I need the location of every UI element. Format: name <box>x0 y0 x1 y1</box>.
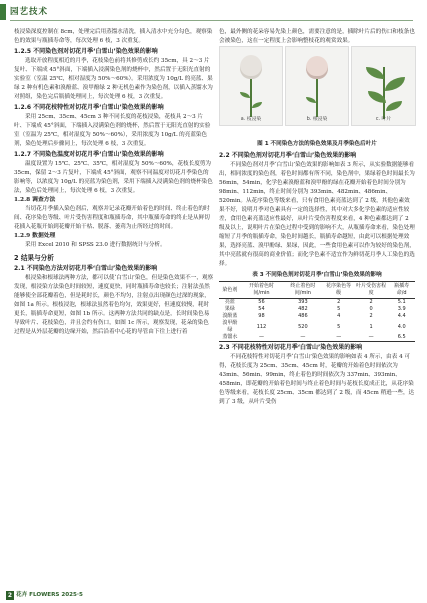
table-cell: — <box>324 334 354 342</box>
table-cell: — <box>354 334 389 342</box>
paragraph: 枝浸染深度控制在 8cm，处理完后用蒸馏水清洗，插入清水中充分勾色，观察染色的效果与瓶插寿命等，每次处理 6 枝，3 次重复。 <box>14 29 213 44</box>
header-accent-bar <box>0 4 6 20</box>
table-cell: 4 <box>337 313 341 319</box>
table-cell: 2 <box>369 299 373 305</box>
table-header: 开始着色时间/min <box>241 282 282 299</box>
data-table <box>219 281 415 342</box>
subsection-heading: 1.2.6 不同花枝特性对切花月季‘白雪山’染色效果的影响 <box>14 104 164 111</box>
table-cell: 2 <box>369 313 373 319</box>
table-cell: 520 <box>298 323 308 330</box>
photo-caption: a. 枝浸染 <box>240 117 262 122</box>
table-cell: 亮蓝 <box>224 299 235 305</box>
table-cell: 56 <box>258 299 265 305</box>
paragraph: 温度设置为 15℃、25℃、35℃，相对湿度为 50%～60%，花枝长度剪为 35cm，保留 2～3 片复叶，下端成 45°斜面，观察不同温度对切花月季染色的影响等，以浓度为 10g/L 的亮蓝为染色剂，采用下端插入浸满染色剂的烧杯染色法，染色后处理同上，每次处理 6 枝，3 次重复。 <box>14 161 213 194</box>
paragraph: 根浸染和根球法两种方法，都可以使‘白雪山’染色，但是染色效果不一，观察发现，根浸染方法染色时间较短，速度更快，同时瓶插寿命也较长；注射法虽然能够使全部花瓣着色，但是耗时长，颜色不均匀，注射点出现颜色过深的现象，如图 1a 所示。根枝浸泡，根球法虽然着色均匀，效果更好，但速度较慢，耗时更长，瓶插寿命更短，如图 1b 所示。这两种方法共同的缺点是，长时间染色易导致叶片、花枝染色，并且会约有伤口，如图 1c 所示，观察发现，花朵的染色过程是从外层花瓣的边缘开始，然后沿着中心花的导管由下往上进行着 <box>14 275 214 335</box>
paragraph: 当切花月季插入染色剂后，观察并记录花瓣开始着色的时间、终止着色的时间、花序染色等级、叶片受伤害程度和瓶插寿命，其中瓶插寿命的终止是从鲜切花插入花瓶开始到花瓣开始干枯、脱落、萎蔫为止所经过的时间。 <box>14 206 210 230</box>
section-heading: 2 结果与分析 <box>14 254 54 262</box>
page-header <box>0 0 427 26</box>
table-header: 终止着色时间/min <box>282 282 323 299</box>
figure-1 <box>219 46 415 138</box>
subsection-heading: 2.3 不同花枝特性对切花月季‘白雪山’染色效果的影响 <box>219 344 363 351</box>
paragraph: 不同染色剂对月季‘白雪山’染色效果的影响如表 3 所示，从实验数据能够看出，相同浓度的染色剂，着色时间都有所不同，染色剂中，果绿着色时间最长为 56min，54min，化学色素溴酚蓝和溴甲酚的绿在花瓣开始着色时间分别为 98min、112min，终止时间分别为 393min、482min、486min、520min。从花序染色等级来看，只有食用色素亮蓝达到了 2 级，其他色素效果不好，说明月季对色素具有一定的选择性，其中对大多化学色素的适应性较差，食用色素亮蓝适应性最好，从叶片受伤害程度来看，4 种色素都达到了 2 级及以上，说明叶片在染色过程中受到的影响不大，从瓶插寿命来看，染色处理缩短了月季的瓶插寿命，染色时间越长，瓶插寿命越短，由此可以根据处理效果，选择亮蓝、溴甲酚绿、果绿，因此，一些食用色素可以作为较好的染色剂，其中亮蓝就有很高的商业价值；而化学色素不适宜作为鲜切花月季人工染色的选择。 <box>219 162 415 267</box>
subsection-heading: 1.2.9 数据处理 <box>14 233 56 239</box>
table-cell: 5 <box>337 306 341 312</box>
table-cell: 2 <box>337 299 341 305</box>
page-number: 2 <box>7 592 13 599</box>
paragraph: 采用 25cm、35cm、45cm 3 种不同长度的花枝浸染，花枝具 2～3 片叶、下端成 45°斜面，下端插入浸满染色剂的烧杯，然后置于无阳光直射的实验室（室温为 25℃，相对湿度为 50%～60%），采用浓度为 10g/L 的亮蓝染色剂，染色处理后步骤同上，每次处理 6 枝，3 次重复。 <box>14 114 211 147</box>
table-cell: 54 <box>258 306 265 312</box>
section-title: 园艺技术 <box>10 7 49 17</box>
subsection-heading: 2.1 不同染色方法对切花月季‘白雪山’染色效果的影响 <box>14 265 158 272</box>
table-cell: 3.9 <box>397 306 406 312</box>
photo-branch-dyeing <box>219 46 283 126</box>
table-header-row <box>219 282 415 299</box>
left-column <box>14 28 214 337</box>
subsection-heading: 1.2.5 不同染色剂对切花月季‘白雪山’染色效果的影响 <box>14 48 158 55</box>
table-row <box>219 299 415 307</box>
table-header: 花序染色等级 <box>324 282 354 299</box>
table-cell: 果绿 <box>224 306 235 312</box>
table-row <box>219 313 415 320</box>
table-row <box>219 334 415 342</box>
table-row <box>219 306 415 313</box>
table-cell: 482 <box>298 306 308 312</box>
paragraph: 色，最外侧的花朵容易先染上颜色，需要注意的是，插除叶片后的伤口和枝条也会被染色，这在一定程度上会影响整枝花的观赏效果。 <box>219 29 415 44</box>
table-cell: — <box>282 334 323 342</box>
table-cell: 溴甲酚绿 <box>222 320 238 333</box>
photo-caption: c. 叶片 <box>375 117 392 122</box>
table-cell: 溴酚蓝 <box>222 313 238 319</box>
table-cell: 393 <box>298 299 308 305</box>
header-rule <box>10 20 413 21</box>
table-cell: 5.1 <box>397 299 406 305</box>
subsection-heading: 1.2.8 调查方法 <box>14 197 56 203</box>
journal-name: 花卉 FLOWERS 2025·5 <box>16 592 83 598</box>
table-cell: 486 <box>298 313 308 319</box>
photo-leaves <box>351 46 416 126</box>
subsection-heading: 2.2 不同染色剂对切花月季‘白雪山’染色效果的影响 <box>219 152 357 159</box>
paragraph: 不同花枝特性对切花月季‘白雪山’染色效果的影响如表 4 所示，由表 4 可得，花枝长度为 25cm、35cm、45cm 时，花瓣的开始着色时间依次为 43min、56min、99min，终止着色的时间依次为 337min、393min、458min，即花瓣的开始着色时间与终止着色时间与花枝长度成正比，从花序染色等级来看，花枝长度 25cm、35cm 都达到了 2 级，而 45cm 稍逊一些，达到了 3 级，从叶片受伤 <box>219 354 415 405</box>
table-cell: 0 <box>369 306 373 312</box>
table-cell: 1 <box>369 323 373 330</box>
photo-root-dyeing <box>285 46 349 126</box>
table-header: 叶片受伤害程度 <box>354 282 389 299</box>
table-cell: 4.4 <box>397 313 406 319</box>
table-title: 表 3 不同染色剂对切花月季‘白雪山’染色效果的影响 <box>252 272 382 278</box>
table-cell: 5 <box>337 323 341 330</box>
table-cell: 112 <box>256 323 267 330</box>
table-header: 染色剂 <box>219 282 241 299</box>
table-cell: 6.5 <box>388 334 415 342</box>
table-header: 瓶插寿命/d <box>388 282 415 299</box>
page-footer <box>0 589 427 603</box>
table-cell: — <box>241 334 282 342</box>
figure-caption: 图 1 不同染色方法的染色效果及月季染色后叶片 <box>257 141 377 147</box>
table-cell: 98 <box>258 313 265 319</box>
right-column <box>219 28 415 407</box>
paragraph: 采用 Excel 2010 和 SPSS 23.0 进行数据统计与分析。 <box>25 242 166 248</box>
table-row <box>219 320 415 334</box>
photo-caption: b. 根浸染 <box>306 117 328 122</box>
table-cell: 蒸馏水 <box>219 334 241 342</box>
subsection-heading: 1.2.7 不同染色温度对切花月季‘白雪山’染色效果的影响 <box>14 151 164 158</box>
paragraph: 选取开放程度相近的月季，花枝染色前将其修剪成长约 35cm，具 2～3 片复叶、下端成 45°斜面，下端插入浸满染色剂的烧杯中，然后置于无阳光直射的实验室（室温 25℃，相对湿度为 50%～60%）。采用浓度为 10g/L 的亮蓝、果绿 2 种有机色素和溴酚蓝、溴甲酚绿 2 种无机色素作为染色剂，以插入蒸馏水为对照组，染色完后瓶插处理同上，每次处理 6 枝，3 次重复。 <box>14 58 213 100</box>
table-cell: 4.0 <box>397 323 406 330</box>
